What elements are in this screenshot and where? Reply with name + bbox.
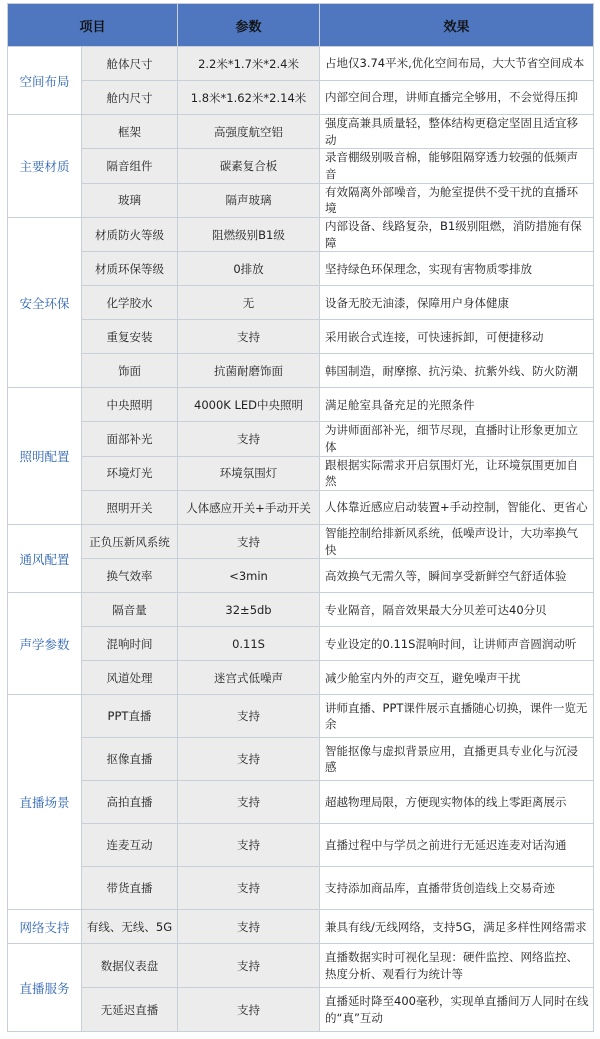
param-cell: 迷宫式低噪声 [178,661,320,695]
item-cell: 有线、无线、5G [82,910,178,944]
spec-table [7,3,594,1032]
item-cell: 数据仪表盘 [82,944,178,988]
table-row [8,81,594,115]
param-cell: 支持 [178,781,320,824]
param-cell: 人体感应开关+手动开关 [178,491,320,525]
effect-cell: 占地仅3.74平米,优化空间布局，大大节省空间成本 [320,47,594,81]
table-row [8,149,594,183]
effect-cell: 智能控制给排新风系统，低噪声设计，大功率换气快 [320,525,594,559]
item-cell: PPT直播 [82,695,178,738]
item-cell: 饰面 [82,354,178,388]
effect-cell: 专业隔音，隔音效果最大分贝差可达40分贝 [320,593,594,627]
item-cell: 隔音组件 [82,149,178,183]
table-row [8,781,594,824]
item-cell: 框架 [82,115,178,149]
effect-cell: 为讲师面部补光，细节尽现，直播时让形象更加立体 [320,422,594,456]
effect-cell: 录音棚级别吸音棉，能够阻隔穿透力较强的低频声音 [320,149,594,183]
item-cell: 重复安装 [82,320,178,354]
effect-cell: 跟根据实际需求开启氛围灯光，让环境氛围更加自然 [320,456,594,490]
param-cell: 支持 [178,988,320,1032]
effect-cell: 直播过程中与学员之前进行无延迟连麦对话沟通 [320,824,594,867]
param-cell: 支持 [178,910,320,944]
item-cell: 抠像直播 [82,738,178,781]
param-cell: 支持 [178,824,320,867]
param-cell: 2.2米*1.7米*2.4米 [178,47,320,81]
param-cell: 隔声玻璃 [178,183,320,217]
category-network: 网络支持 [8,910,82,944]
effect-cell: 支持添加商品库，直播带货创造线上交易奇迹 [320,867,594,910]
param-cell: 阻燃级别B1级 [178,218,320,252]
table-row [8,456,594,490]
category-acoustics: 声学参数 [8,593,82,695]
item-cell: 无延迟直播 [82,988,178,1032]
category-ventilation: 通风配置 [8,525,82,593]
param-cell: 支持 [178,525,320,559]
effect-cell: 减少舱室内外的声交互，避免噪声干扰 [320,661,594,695]
param-cell: 支持 [178,944,320,988]
table-row [8,218,594,252]
table-row [8,354,594,388]
item-cell: 换气效率 [82,559,178,593]
item-cell: 正负压新风系统 [82,525,178,559]
effect-cell: 有效隔离外部噪音，为舱室提供不受干扰的直播环境 [320,183,594,217]
table-row [8,422,594,456]
effect-cell: 直播延时降至400毫秒，实现单直播间万人同时在线的“真”互动 [320,988,594,1032]
category-live-scenes: 直播场景 [8,695,82,910]
param-cell: 碳素复合板 [178,149,320,183]
header-param: 参数 [178,4,320,47]
effect-cell: 强度高兼具质量轻，整体结构更稳定坚固且适宜移动 [320,115,594,149]
table-row [8,695,594,738]
param-cell: 32±5db [178,593,320,627]
effect-cell: 讲师直播、PPT课件展示直播随心切换，课件一览无余 [320,695,594,738]
effect-cell: 坚持绿色环保理念，实现有害物质零排放 [320,252,594,286]
effect-cell: 满足舱室具备充足的光照条件 [320,388,594,422]
header-item: 项目 [8,4,178,47]
param-cell: 支持 [178,738,320,781]
table-row [8,183,594,217]
item-cell: 材质环保等级 [82,252,178,286]
table-row [8,115,594,149]
header-effect: 效果 [320,4,594,47]
item-cell: 隔音量 [82,593,178,627]
item-cell: 玻璃 [82,183,178,217]
param-cell: 0.11S [178,627,320,661]
item-cell: 舱体尺寸 [82,47,178,81]
table-row [8,47,594,81]
param-cell: 支持 [178,422,320,456]
item-cell: 中央照明 [82,388,178,422]
table-row [8,661,594,695]
effect-cell: 直播数据实时可视化呈现：硬件监控、网络监控、热度分析、观看行为统计等 [320,944,594,988]
table-row [8,910,594,944]
table-row [8,627,594,661]
item-cell: 照明开关 [82,491,178,525]
effect-cell: 人体靠近感应启动装置+手动控制，智能化、更省心 [320,491,594,525]
header-row [8,4,594,47]
table-row [8,320,594,354]
category-main-materials: 主要材质 [8,115,82,218]
table-row [8,824,594,867]
param-cell: 高强度航空铝 [178,115,320,149]
table-row [8,944,594,988]
param-cell: <3min [178,559,320,593]
param-cell: 支持 [178,867,320,910]
category-space-layout: 空间布局 [8,47,82,115]
table-row [8,593,594,627]
table-row [8,252,594,286]
table-row [8,738,594,781]
effect-cell: 内部空间合理，讲师直播完全够用，不会觉得压抑 [320,81,594,115]
param-cell: 1.8米*1.62米*2.14米 [178,81,320,115]
param-cell: 抗菌耐磨饰面 [178,354,320,388]
param-cell: 无 [178,286,320,320]
effect-cell: 专业设定的0.11S混响时间，让讲师声音圆润动听 [320,627,594,661]
category-live-service: 直播服务 [8,944,82,1032]
effect-cell: 设备无胶无油漆，保障用户身体健康 [320,286,594,320]
table-row [8,388,594,422]
item-cell: 环境灯光 [82,456,178,490]
table-row [8,867,594,910]
param-cell: 支持 [178,320,320,354]
table-row [8,988,594,1032]
effect-cell: 智能抠像与虚拟背景应用，直播更具专业化与沉浸感 [320,738,594,781]
effect-cell: 兼具有线/无线网络，支持5G，满足多样性网络需求 [320,910,594,944]
item-cell: 面部补光 [82,422,178,456]
effect-cell: 高效换气无需久等，瞬间享受新鲜空气舒适体验 [320,559,594,593]
effect-cell: 韩国制造，耐摩擦、抗污染、抗紫外线、防火防潮 [320,354,594,388]
param-cell: 支持 [178,695,320,738]
item-cell: 舱内尺寸 [82,81,178,115]
effect-cell: 超越物理局限，方便现实物体的线上零距离展示 [320,781,594,824]
param-cell: 0排放 [178,252,320,286]
table-row [8,525,594,559]
param-cell: 4000K LED中央照明 [178,388,320,422]
param-cell: 环境氛围灯 [178,456,320,490]
effect-cell: 内部设备、线路复杂，B1级别阻燃，消防措施有保障 [320,218,594,252]
item-cell: 连麦互动 [82,824,178,867]
item-cell: 材质防火等级 [82,218,178,252]
item-cell: 混响时间 [82,627,178,661]
item-cell: 高拍直播 [82,781,178,824]
item-cell: 化学胶水 [82,286,178,320]
effect-cell: 采用嵌合式连接，可快速拆卸，可便捷移动 [320,320,594,354]
category-lighting: 照明配置 [8,388,82,525]
table-row [8,491,594,525]
item-cell: 风道处理 [82,661,178,695]
category-safety-eco: 安全环保 [8,218,82,388]
table-row [8,559,594,593]
table-row [8,286,594,320]
item-cell: 带货直播 [82,867,178,910]
